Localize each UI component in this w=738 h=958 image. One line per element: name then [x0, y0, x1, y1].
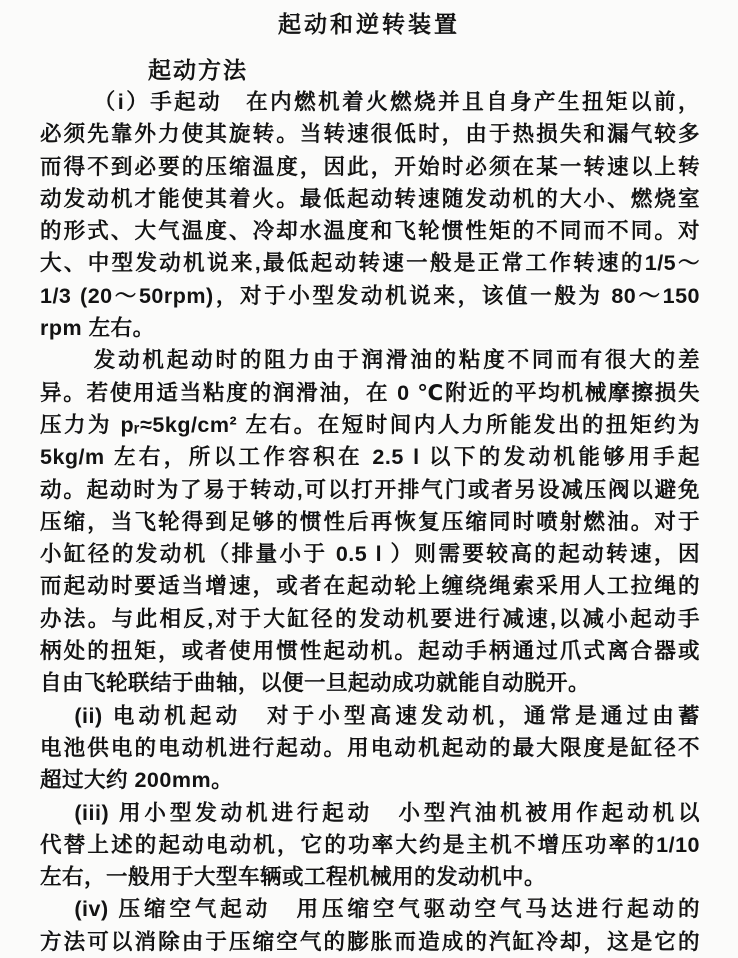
text-line: 异。若使用适当粘度的润滑油，在 0 ℃附近的平均机械摩擦损失 — [40, 380, 700, 405]
text-line: 小缸径的发动机（排量小于 0.5 l ）则需要较高的起动转速，因 — [40, 542, 700, 567]
body-text-column — [40, 86, 700, 958]
text-line: 左右，一般用于大型车辆或工程机械用的发动机中。 — [40, 865, 547, 890]
text-line: rpm 左右。 — [40, 316, 155, 341]
section-heading: 起动方法 — [148, 57, 248, 83]
text-line: 代替上述的起动电动机，它的功率大约是主机不增压功率的1/10 — [40, 832, 700, 857]
text-line: 而得不到必要的压缩温度，因此，开始时必须在某一转速以上转 — [40, 154, 700, 179]
text-line: 方法可以消除由于压缩空气的膨胀而造成的汽缸冷却，这是它的 — [40, 929, 700, 954]
text-line: 动发动机才能使其着火。最低起动转速随发动机的大小、燃烧室 — [40, 186, 700, 211]
text-line: (ii) 电动机起动 对于小型高速发动机，通常是通过由蓄 — [74, 703, 700, 728]
text-line: 办法。与此相反,对于大缸径的发动机要进行减速,以减小起动手 — [40, 606, 700, 631]
text-line: 压力为 pᵣ≈5kg/cm² 左右。在短时间内人力所能发出的扭矩约为 — [40, 412, 700, 437]
text-line: 1/3 (20～50rpm)，对于小型发动机说来，该值一般为 80～150 — [40, 283, 700, 308]
text-line: 的形式、大气温度、冷却水温度和飞轮惯性矩的不同而不同。对 — [40, 219, 700, 244]
text-line: 而起动时要适当增速，或者在起动轮上缠绕绳索采用人工拉绳的 — [40, 574, 700, 599]
text-line: 压缩，当飞轮得到足够的惯性后再恢复压缩同时喷射燃油。对于 — [40, 509, 700, 534]
text-line: 动。起动时为了易于转动,可以打开排气门或者另设减压阀以避免 — [40, 477, 700, 502]
text-line: (iii) 用小型发动机进行起动 小型汽油机被用作起动机以 — [74, 800, 700, 825]
text-line: 电池供电的电动机进行起动。用电动机起动的最大限度是缸径不 — [40, 735, 700, 760]
page-title: 起动和逆转装置 — [278, 11, 460, 37]
text-line: 大、中型发动机说来,最低起动转速一般是正常工作转速的1/5～ — [40, 251, 700, 276]
text-line: 发动机起动时的阻力由于润滑油的粘度不同而有很大的差 — [93, 348, 700, 373]
text-line: （i）手起动 在内燃机着火燃烧并且自身产生扭矩以前， — [93, 90, 700, 114]
text-line: 柄处的扭矩，或者使用惯性起动机。起动手柄通过爪式离合器或 — [40, 639, 700, 664]
text-line: 5kg/m 左右，所以工作容积在 2.5 l 以下的发动机能够用手起 — [40, 445, 700, 470]
text-line: 自由飞轮联结于曲轴，以便一旦起动成功就能自动脱开。 — [40, 671, 591, 696]
text-line: 必须先靠外力使其旋转。当转速很低时，由于热损失和漏气较多 — [40, 122, 700, 147]
text-line: (iv) 压缩空气起动 用压缩空气驱动空气马达进行起动的 — [74, 897, 700, 922]
text-line: 超过大约 200mm。 — [40, 768, 234, 793]
